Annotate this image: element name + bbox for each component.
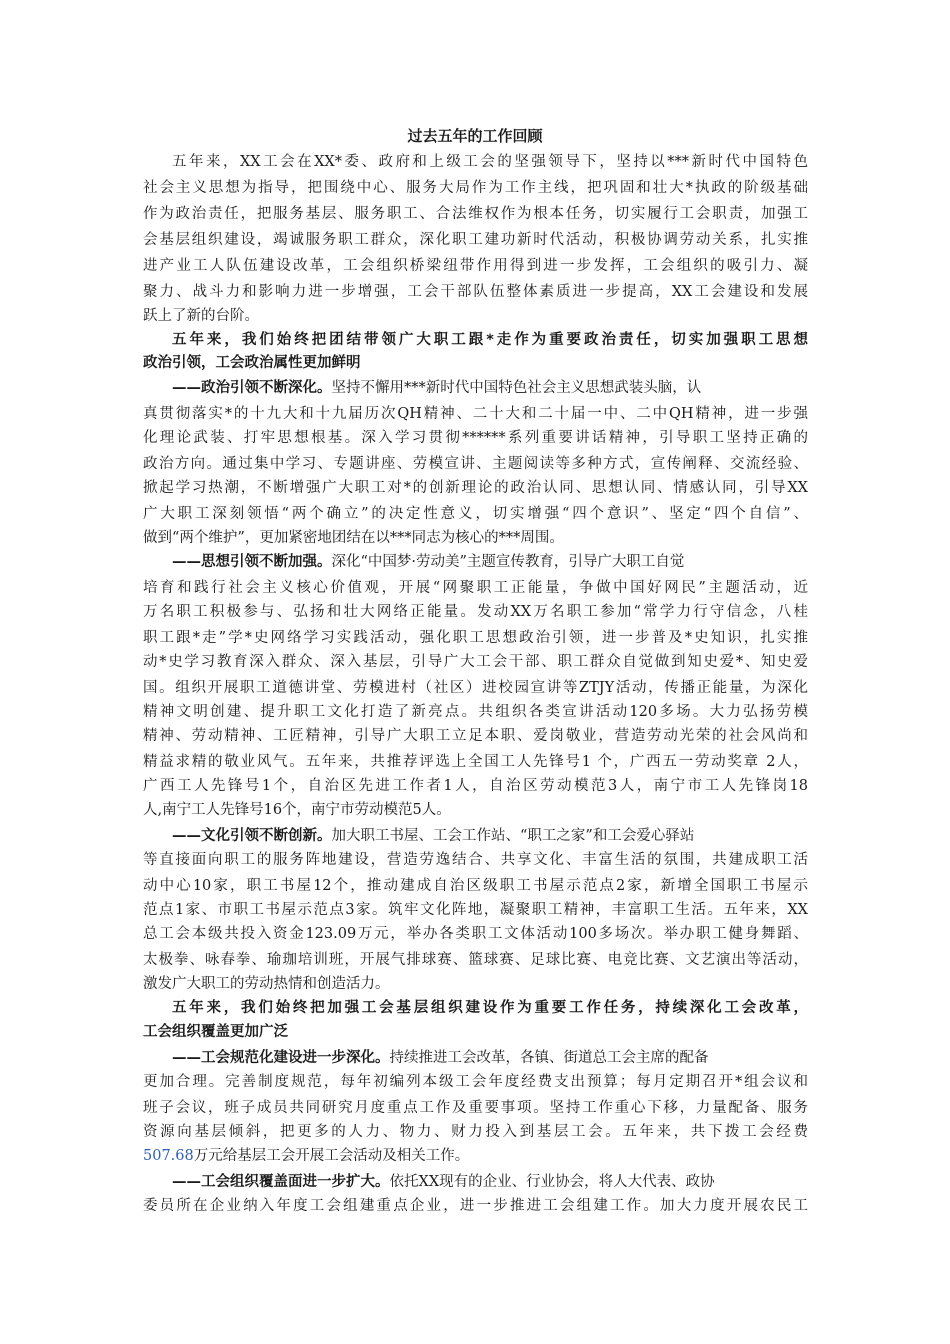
- text-line: 作为政治责任，把服务基层、服务职工、合法维权作为根本任务，切实履行工会职责，加强工: [143, 206, 808, 222]
- text-line: 五年来，XX工会在XX*委、政府和上级工会的坚强领导下，坚持以***新时代中国特色: [172, 154, 808, 170]
- text-line: [172, 826, 694, 846]
- text-line: 广西工人先锋号1个，自治区先进工作者1人，自治区劳动模范3人，南宁市工人先锋岗18: [143, 778, 808, 794]
- highlighted-amount: 507.68: [143, 1148, 194, 1164]
- text-line: [143, 1146, 469, 1166]
- text-line: 真贯彻落实*的十九大和十九届历次QH精神、二十大和二十届一中、二中QH精神，进一步强: [143, 406, 808, 422]
- text-line: 总工会本级共投入资金123.09万元，举办各类职工文体活动100多场次。举办职工健身舞蹈、: [143, 926, 808, 942]
- text-line: 万名职工积极参与、弘扬和壮大网络正能量。发动XX万名职工参加“常学力行守信念，八桂: [143, 604, 808, 620]
- text-line: 化理论武装、打牢思想根基。深入学习贯彻******系列重要讲话精神，引导职工坚持正确的: [143, 430, 808, 446]
- text-line: 班子会议，班子成员共同研究月度重点工作及重要事项。坚持工作重心下移，力量配备、服务: [143, 1100, 808, 1116]
- text-run: 坚持不懈用***新时代中国特色社会主义思想武装头脑，认: [331, 380, 702, 396]
- text-line: 进产业工人队伍建设改革，工会组织桥梁纽带作用得到进一步发挥，工会组织的吸引力、凝: [143, 258, 808, 274]
- text-run: 持续推进工会改革，各镇、街道总工会主席的配备: [389, 1050, 709, 1066]
- text-line: 广大职工深刻领悟“两个确立”的决定性意义，切实增强“四个意识”、坚定“四个自信”、: [143, 506, 808, 522]
- text-line: 精益求精的敬业风气。五年来，共推荐评选上全国工人先锋号1 个，广西五一劳动奖章 2人，: [143, 754, 808, 770]
- text-line: 精神文明创建、提升职工文化打造了新亮点。共组织各类宣讲活动120多场。大力弘扬劳模: [143, 704, 808, 720]
- text-line: 做到“两个维护”，更加紧密地团结在以***同志为核心的***周围。: [143, 530, 564, 546]
- text-line: [172, 552, 684, 572]
- subheading-standardization: ——工会规范化建设进一步深化。: [172, 1050, 390, 1066]
- text-run: 万元给基层工会开展工会活动及相关工作。: [193, 1148, 470, 1164]
- text-line: 政治方向。通过集中学习、专题讲座、劳模宣讲、主题阅读等多种方式，宣传阐释、交流经验、: [143, 456, 808, 472]
- text-run: 依托XX现有的企业、行业协会，将人大代表、政协: [389, 1174, 715, 1190]
- text-line: 掀起学习热潮，不断增强广大职工对*的创新理论的政治认同、思想认同、情感认同，引导XX: [143, 480, 808, 496]
- subheading-political: ——政治引领不断深化。: [172, 380, 332, 396]
- text-line: 精神、劳动精神、工匠精神，引导广大职工立足本职、爱岗敬业，营造劳动光荣的社会风尚和: [143, 728, 808, 744]
- text-line: 聚力、战斗力和影响力进一步增强，工会干部队伍整体素质进一步提高，XX工会建设和发展: [143, 284, 808, 300]
- text-line: 激发广大职工的劳动热情和创造活力。: [143, 976, 390, 992]
- text-line: 更加合理。完善制度规范，每年初编列本级工会年度经费支出预算；每月定期召开*组会议和: [143, 1074, 808, 1090]
- text-run: 加大职工书屋、工会工作站、“职工之家”和工会爱心驿站: [331, 828, 695, 844]
- text-line: 动*史学习教育深入群众、深入基层，引导广大工会干部、职工群众自觉做到知史爱*、知史爱: [143, 654, 808, 670]
- text-line: [172, 1048, 709, 1068]
- text-line: 人,南宁工人先锋号16个，南宁市劳动模范5人。: [143, 802, 451, 818]
- text-line: 国。组织开展职工道德讲堂、劳模进村（社区）进校园宣讲等ZTJY活动，传播正能量，为深化: [143, 680, 808, 696]
- text-line: 委员所在企业纳入年度工会组建重点企业，进一步推进工会组建工作。加大力度开展农民工: [143, 1198, 808, 1214]
- text-line: [172, 1172, 715, 1192]
- text-line: 等直接面向职工的服务阵地建设，营造劳逸结合、共享文化、丰富生活的氛围，共建成职工活: [143, 852, 808, 868]
- text-line: 培育和践行社会主义核心价值观，开展“网聚职工正能量，争做中国好网民”主题活动，近: [143, 580, 808, 596]
- text-line: [172, 378, 701, 398]
- subheading-coverage: ——工会组织覆盖面进一步扩大。: [172, 1174, 390, 1190]
- text-line: 动中心10家，职工书屋12个，推动建成自治区级职工书屋示范点2家，新增全国职工书屋示: [143, 878, 808, 894]
- text-line: 职工跟*走”学*史网络学习实践活动，强化职工思想政治引领，进一步普及*史知识，扎实推: [143, 630, 808, 646]
- text-line: 跃上了新的台阶。: [143, 308, 259, 324]
- text-line: 范点1家、市职工书屋示范点3家。筑牢文化阵地，凝聚职工精神，丰富职工生活。五年来，XX: [143, 902, 808, 918]
- text-line: 太极拳、咏春拳、瑜珈培训班，开展气排球赛、篮球赛、足球比赛、电竞比赛、文艺演出等活动，: [143, 952, 808, 968]
- text-run: 深化“中国梦·劳动美”主题宣传教育，引导广大职工自觉: [331, 554, 685, 570]
- text-line: 会基层组织建设，竭诚服务职工群众，深化职工建功新时代活动，积极协调劳动关系，扎实推: [143, 232, 808, 248]
- section-heading-line: 五年来，我们始终把加强工会基层组织建设作为重要工作任务，持续深化工会改革，: [172, 1000, 808, 1016]
- text-line: 社会主义思想为指导，把围绕中心、服务大局作为工作主线，把巩固和壮大*执政的阶级基础: [143, 180, 808, 196]
- section-heading-line: 五年来，我们始终把团结带领广大职工跟*走作为重要政治责任，切实加强职工思想: [172, 332, 808, 348]
- section-heading-line: 工会组织覆盖更加广泛: [143, 1024, 288, 1040]
- document-title: 过去五年的工作回顾: [407, 127, 543, 145]
- text-line: 资源向基层倾斜，把更多的人力、物力、财力投入到基层工会。五年来，共下拨工会经费: [143, 1124, 808, 1140]
- subheading-cultural: ——文化引领不断创新。: [172, 828, 332, 844]
- section-heading-line: 政治引领，工会政治属性更加鲜明: [143, 355, 361, 371]
- subheading-ideological: ——思想引领不断加强。: [172, 554, 332, 570]
